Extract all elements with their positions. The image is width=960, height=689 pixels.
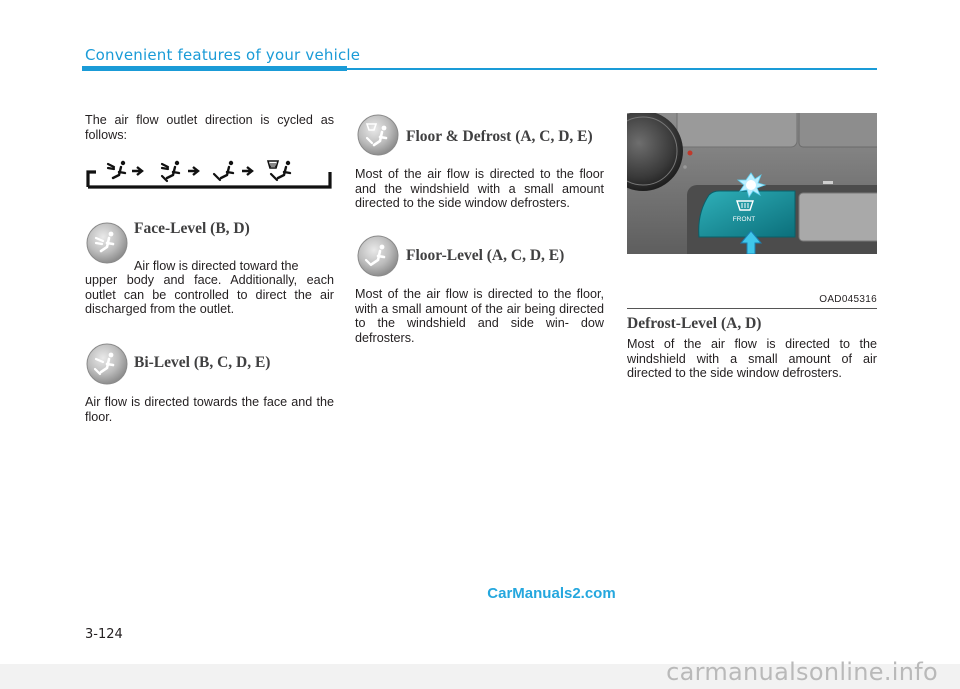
section-title: Convenient features of your vehicle: [85, 46, 361, 64]
arrow-right-icon: [242, 167, 252, 175]
front-button-label: FRONT: [732, 216, 756, 223]
face-level-body-first: Air flow is directed toward the: [134, 259, 299, 273]
floor-defrost-icon: [357, 114, 399, 156]
bi-level-icon: [86, 343, 128, 385]
floor-level-icon: [357, 235, 399, 277]
watermark-carmanuals2: CarManuals2.com: [487, 585, 616, 602]
header-rule-thick: [82, 66, 347, 71]
front-defrost-button-photo: [627, 113, 877, 254]
intro-text: The air flow outlet direction is cycled as follows:: [85, 113, 334, 142]
floor-defrost-body: Most of the air flow is directed to the floor and the windshield with a small amount directed to the side window defrosters.: [355, 167, 604, 210]
floor-level-heading: Floor-Level (A, C, D, E): [406, 247, 565, 264]
defrost-level-body: Most of the air flow is directed to the windshield with a small amount of air directed to the side window defrosters.: [627, 337, 877, 380]
bi-level-body: Air flow is directed towards the face and the floor.: [85, 395, 334, 424]
face-level-heading: Face-Level (B, D): [134, 220, 250, 237]
floor-defrost-mode-icon: [268, 161, 290, 180]
airflow-cycle-diagram: [86, 156, 332, 194]
arrow-right-icon: [132, 167, 142, 175]
page-number: 3-124: [85, 627, 123, 642]
bilevel-mode-icon: [162, 161, 179, 181]
floor-level-body: Most of the air flow is directed to the floor, with a small amount of the air being directed to the windshield and side win- dow defrosters.: [355, 287, 604, 345]
photo-code: OAD045316: [819, 294, 877, 305]
watermark-carmanualsonline: carmanualsonline.info: [666, 658, 938, 686]
face-level-icon: [86, 222, 128, 264]
defrost-level-heading: Defrost-Level (A, D): [627, 315, 762, 332]
header-rule-thin: [347, 68, 877, 70]
floor-mode-icon: [214, 161, 233, 180]
bi-level-heading: Bi-Level (B, C, D, E): [134, 354, 271, 371]
face-mode-icon: [108, 161, 125, 178]
arrow-right-icon: [188, 167, 198, 175]
floor-defrost-heading: Floor & Defrost (A, C, D, E): [406, 128, 593, 145]
photo-code-rule: [627, 308, 877, 309]
face-level-body: upper body and face. Additionally, each outlet can be controlled to direct the air discharged from the outlet.: [85, 273, 334, 316]
